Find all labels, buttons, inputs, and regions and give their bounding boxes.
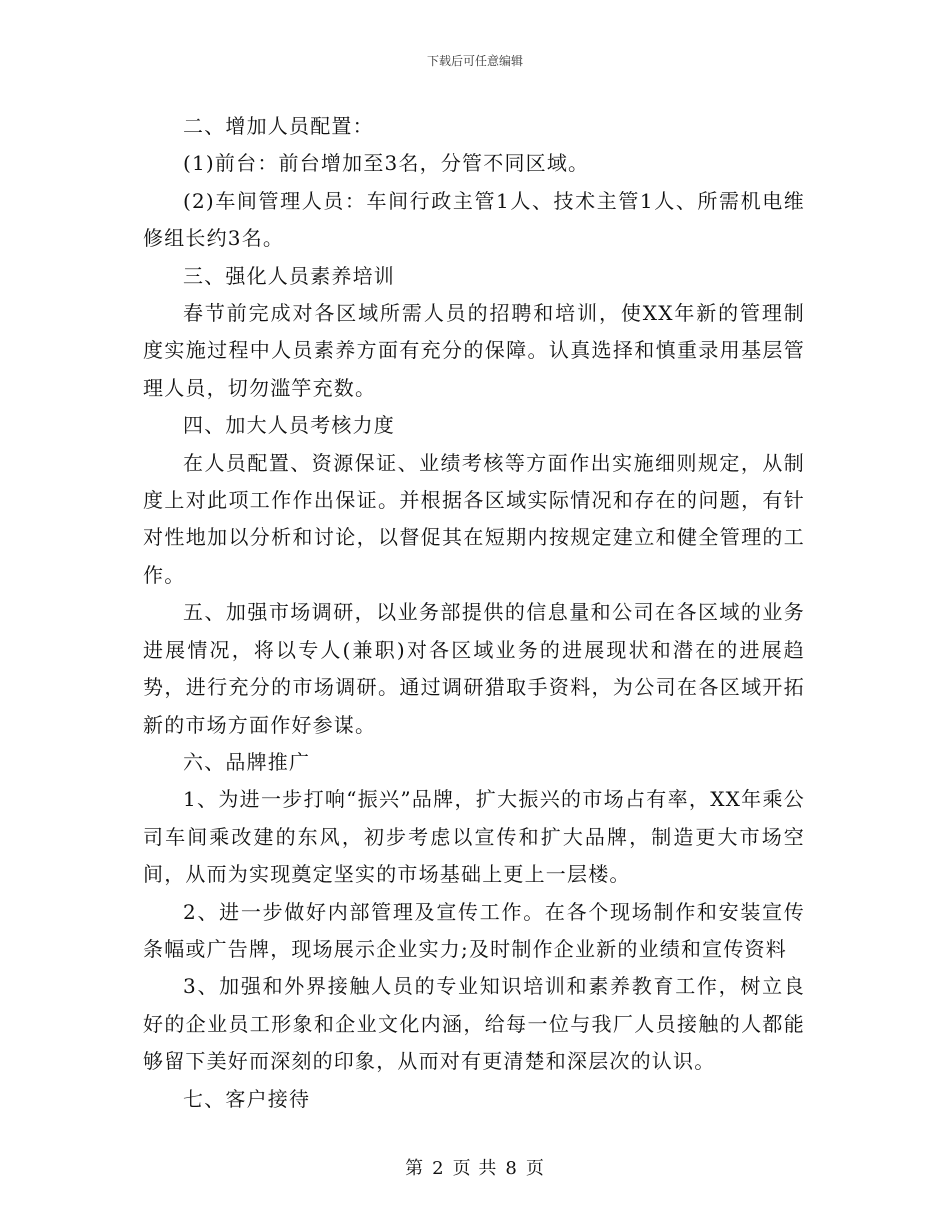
footer-total-pages: 8	[505, 1158, 518, 1179]
paragraph-training: 春节前完成对各区域所需人员的招聘和培训，使XX年新的管理制度实施过程中人员素养方面有充分的保障。认真选择和慎重录用基层管理人员，切勿滥竽充数。	[143, 301, 805, 400]
paragraph-front-desk: (1)前台：前台增加至3名，分管不同区域。	[183, 151, 590, 176]
paragraph-workshop-management: (2)车间管理人员：车间行政主管1人、技术主管1人、所需机电维修组长约3名。	[143, 188, 805, 251]
page-header: 下载后可任意编辑	[426, 54, 523, 68]
paragraph-assessment: 在人员配置、资源保证、业绩考核等方面作出实施细则规定，从制度上对此项工作作出保证。并根据各区域实际情况和存在的问题，有针对性地加以分析和讨论，以督促其在短期内按规定建立和健全管理的工作。	[143, 450, 805, 587]
footer-prefix: 第	[405, 1158, 425, 1179]
footer-middle: 页 共	[452, 1158, 498, 1179]
document-body	[143, 108, 805, 1118]
section-heading-assessment: 四、加大人员考核力度	[183, 413, 395, 438]
page-footer	[0, 1154, 950, 1180]
paragraph-brand-3: 3、加强和外界接触人员的专业知识培训和素养教育工作，树立良好的企业员工形象和企业文化内涵，给每一位与我厂人员接触的人都能够留下美好而深刻的印象，从而对有更清楚和深层次的认识。	[143, 974, 805, 1074]
paragraph-brand-1: 1、为进一步打响“振兴”品牌，扩大振兴的市场占有率，XX年乘公司车间乘改建的东风，初步考虑以宣传和扩大品牌，制造更大市场空间，从而为实现奠定坚实的市场基础上更上一层楼。	[143, 787, 805, 887]
footer-current-page: 2	[432, 1158, 445, 1179]
section-heading-reception: 七、客户接待	[183, 1086, 311, 1111]
section-heading-training: 三、强化人员素养培训	[183, 263, 395, 288]
paragraph-brand-2: 2、进一步做好内部管理及宣传工作。在各个现场制作和安装宣传条幅或广告牌，现场展示企业实力;及时制作企业新的业绩和宣传资料	[143, 899, 805, 961]
paragraph-market-research: 五、加强市场调研，以业务部提供的信息量和公司在各区域的业务进展情况，将以专人(兼职)对各区域业务的进展现状和潜在的进展趋势，进行充分的市场调研。通过调研猎取手资料，为公司在各区域开拓新的市场方面作好参谋。	[143, 600, 805, 737]
footer-suffix: 页	[525, 1158, 545, 1179]
section-heading-brand: 六、品牌推广	[183, 749, 311, 774]
section-heading-staffing: 二、增加人员配置：	[183, 114, 374, 138]
